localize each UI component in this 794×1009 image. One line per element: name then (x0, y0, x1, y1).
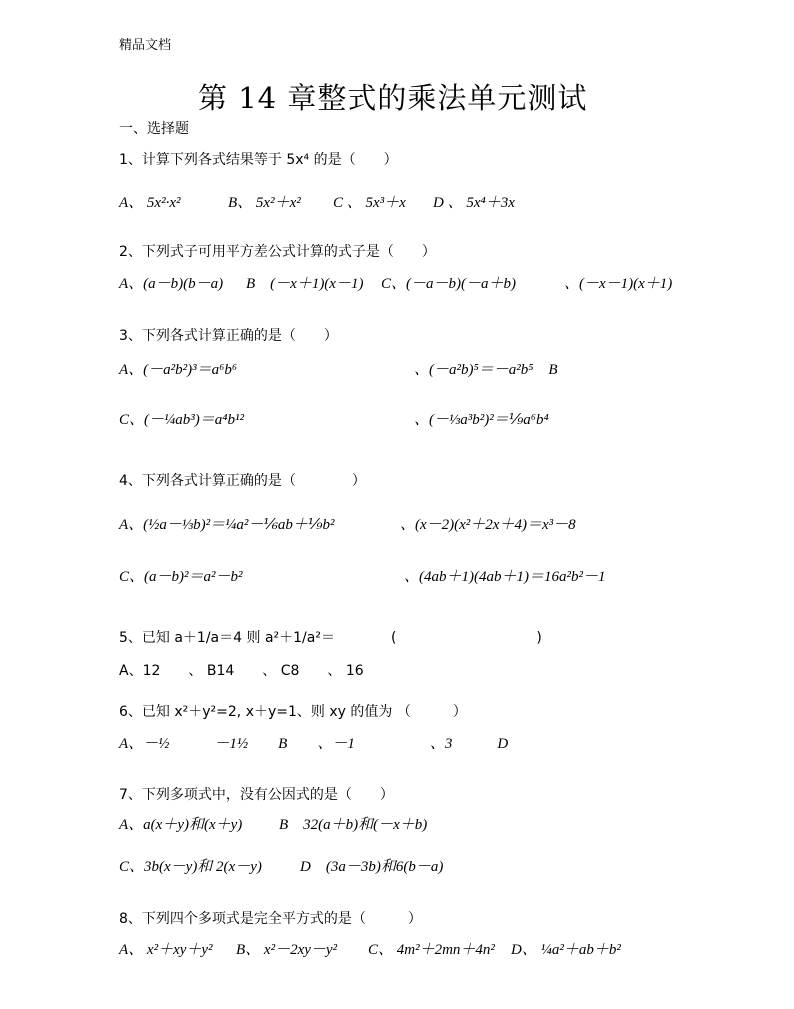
option-c: C 、 5x³＋x (333, 195, 406, 211)
question-stem: 1、计算下列各式结果等于 5x⁴ 的是（ ） (119, 152, 398, 168)
option-d: 、(－⅓a³b²)²＝⅑a⁶b⁴ (414, 412, 549, 428)
option-a: A、(½a－⅓b)²＝¼a²－⅙ab＋⅑b² (119, 517, 335, 533)
option-c: C、(－a－b)(－a＋b) (381, 276, 516, 292)
option-a: A、(a－b)(b－a) (119, 276, 224, 292)
option-a: A、 x²＋xy＋y² (119, 942, 213, 958)
option-d: 、(4ab＋1)(4ab＋1)＝16a²b²－1 (404, 569, 606, 585)
option-c: C、3b(x－y)和 2(x－y) (119, 859, 262, 875)
option-a: A、 5x²·x² (119, 195, 181, 211)
section-heading: 一、选择题 (119, 121, 189, 137)
options-row: A、－½ －1½ B 、－1 、3 D (119, 736, 509, 752)
option-d: D 、 5x⁴＋3x (433, 195, 515, 211)
option-b: B 32(a＋b)和(－x＋b) (279, 817, 428, 833)
option-c: C、(－¼ab³)＝a⁴b¹² (119, 412, 244, 428)
question-stem: 6、已知 x²＋y²=2, x＋y=1、则 xy 的值为 （ ） (119, 704, 467, 720)
option-b: B、 x²－2xy－y² (236, 942, 338, 958)
question-stem: 5、已知 a＋1/a＝4 则 a²＋1/a²＝ ( ) (119, 630, 542, 646)
question-stem: 4、下列各式计算正确的是（ ） (119, 473, 366, 489)
page-title: 第 14 章整式的乘法单元测试 (198, 81, 588, 115)
option-c: C、(a－b)²＝a²－b² (119, 569, 243, 585)
options-row: A、12 、 B14 、 C8 、 16 (119, 663, 364, 679)
option-b: B (－x＋1)(x－1) (246, 276, 364, 292)
option-d: D、 ¼a²＋ab＋b² (511, 942, 621, 958)
question-stem: 8、下列四个多项式是完全平方式的是（ ） (119, 911, 422, 927)
option-c: C、 4m²＋2mn＋4n² (368, 942, 495, 958)
option-b: B、 5x²＋x² (228, 195, 301, 211)
option-d: 、(－x－1)(x＋1) (564, 276, 673, 292)
page-header: 精品文档 (119, 38, 172, 53)
question-stem: 3、下列各式计算正确的是（ ） (119, 328, 338, 344)
option-d: D (3a－3b)和6(b－a) (300, 859, 444, 875)
question-stem: 2、下列式子可用平方差公式计算的式子是（ ） (119, 244, 436, 260)
option-a: A、a(x＋y)和(x＋y) (119, 817, 243, 833)
option-a: A、(－a²b²)³＝a⁶b⁶ (119, 362, 238, 378)
option-b: 、(－a²b)⁵＝－a²b⁵ B (414, 362, 558, 378)
question-stem: 7、下列多项式中，没有公因式的是（ ） (119, 787, 394, 803)
option-b: 、(x－2)(x²＋2x＋4)＝x³－8 (400, 517, 576, 533)
